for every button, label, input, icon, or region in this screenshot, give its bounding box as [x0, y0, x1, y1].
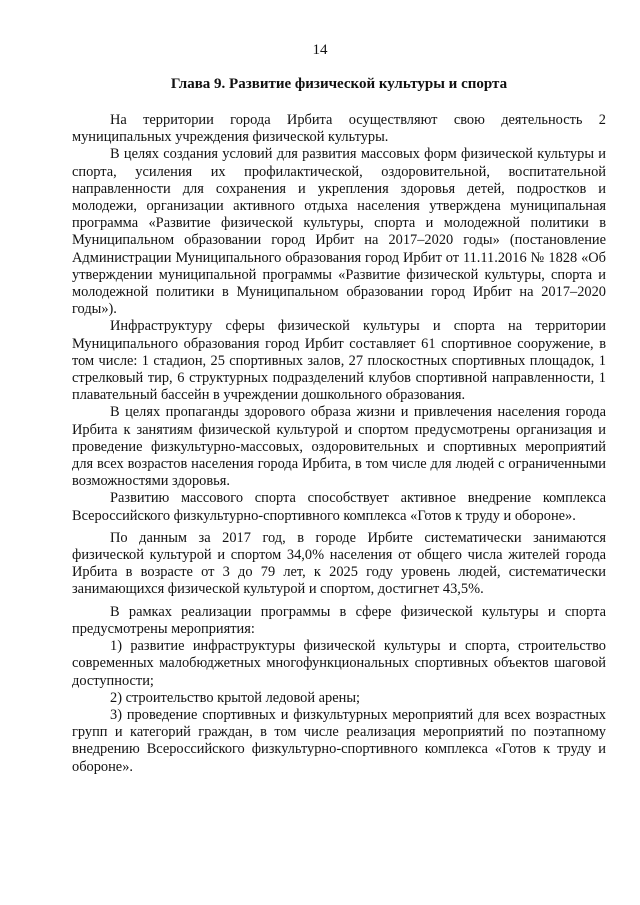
paragraph-institutions: На территории города Ирбита осуществляют свою деятельность 2 муниципальных учреждения физической культуры. — [72, 112, 606, 146]
paragraph-measures: В рамках реализации программы в сфере физической культуры и спорта предусмотрены мероприятия: — [72, 603, 606, 637]
paragraph-statistics: По данным за 2017 год, в городе Ирбите систематически занимаются физической культурой и спортом 34,0% населения от общего числа жителей города Ирбита в возрасте от 3 до 79 лет, к 2025 году уровень людей, систематически занимающихся физической культурой и спортом, достигнет 43,5%. — [72, 529, 606, 598]
paragraph-gto: Развитию массового спорта способствует активное внедрение комплекса Всероссийского физкультурно-спортивного комплекса «Готов к труду и обороне». — [72, 490, 606, 524]
paragraph-propaganda: В целях пропаганды здорового образа жизни и привлечения населения города Ирбита к занятиям физической культурой и спортом предусмотрены организация и проведение физкультурно-массовых, оздоровительных и спортивных мероприятий для всех возрастов населения города Ирбита, в том числе для людей с ограниченными возможностями здоровья. — [72, 404, 606, 490]
page-number: 14 — [312, 42, 328, 58]
chapter-title: Глава 9. Развитие физической культуры и спорта — [170, 76, 508, 92]
list-item-events: 3) проведение спортивных и физкультурных мероприятий для всех возрастных групп и категорий граждан, в том числе реализация мероприятий по поэтапному внедрению Всероссийского физкультурно-спортивного комплекса «Готов к труду и обороне». — [72, 706, 606, 775]
list-item-ice-arena: 2) строительство крытой ледовой арены; — [110, 689, 360, 706]
paragraph-program: В целях создания условий для развития массовых форм физической культуры и спорта, усиления их профилактической, оздоровительной, воспитательной направленности для сохранения и укрепления здоровья детей, подростков и молодежи, организации активного отдыха населения утверждена муниципальная программа «Развитие физической культуры, спорта и молодежной политики в Муниципальном образовании город Ирбит на 2017–2020 годы» (постановление Администрации Муниципального образования город Ирбит от 11.11.2016 № 1828 «Об утверждении муниципальной программы «Развитие физической культуры, спорта и молодежной политики в Муниципальном образовании город Ирбит на 2017–2020 годы»). — [72, 146, 606, 318]
body-text — [72, 112, 606, 776]
paragraph-infrastructure: Инфраструктуру сферы физической культуры и спорта на территории Муниципального образования город Ирбит составляет 61 спортивное сооружение, в том числе: 1 стадион, 25 спортивных залов, 27 плоскостных спортивных площадок, 1 стрелковый тир, 6 структурных подразделений клубов спортивной направленности, 1 плавательный бассейн в учреждении дошкольного образования. — [72, 318, 606, 404]
list-item-infrastructure: 1) развитие инфраструктуры физической культуры и спорта, строительство современных малобюджетных многофункциональных спортивных объектов шаговой доступности; — [72, 638, 606, 689]
